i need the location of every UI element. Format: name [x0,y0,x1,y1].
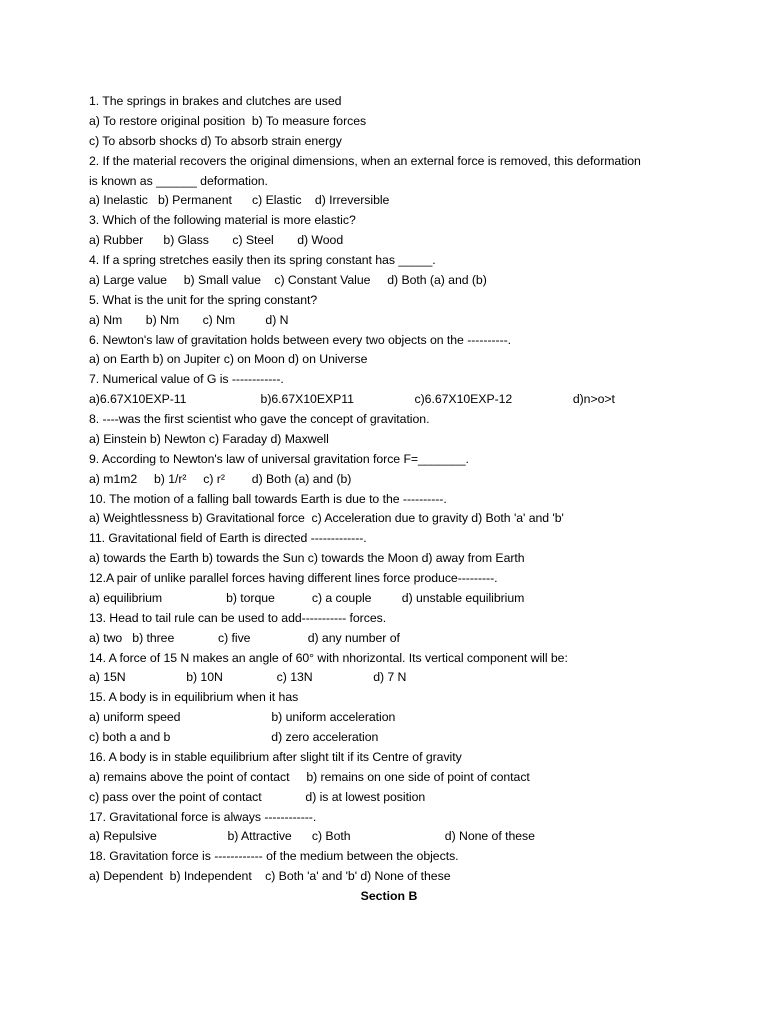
question-text: 1. The springs in brakes and clutches are used [89,94,342,108]
answer-options: a) Nm b) Nm c) Nm d) N [89,312,289,327]
answer-options: a) Repulsive b) Attractive c) Both d) None of these [89,829,535,844]
question-text: 16. A body is in stable equilibrium after slight tilt if its Centre of gravity [89,749,462,764]
answer-options: c) To absorb shocks d) To absorb strain energy [89,133,342,148]
question-text: 13. Head to tail rule can be used to add----------- forces. [89,610,387,625]
question-text: 6. Newton's law of gravitation holds between every two objects on the ----------. [89,332,512,347]
answer-options: a) To restore original position b) To measure forces [89,113,367,128]
answer-options: a) equilibrium b) torque c) a couple d) unstable equilibrium [89,590,525,605]
answer-options: a)6.67X10EXP-11 b)6.67X10EXP11 c)6.67X10EXP-12 d)n>o>t [89,392,615,407]
question-text: 10. The motion of a falling ball towards Earth is due to the ----------. [89,491,447,506]
question-sheet [89,92,689,907]
question-text: 3. Which of the following material is more elastic? [89,213,356,228]
question-text: 18. Gravitation force is ------------ of the medium between the objects. [89,849,459,864]
question-text: 8. ----was the first scientist who gave the concept of gravitation. [89,412,430,426]
answer-options: a) on Earth b) on Jupiter c) on Moon d) on Universe [89,352,368,367]
question-text: 17. Gravitational force is always ------------. [89,809,317,824]
question-list [89,92,689,887]
question-text: 15. A body is in equilibrium when it has [89,690,299,705]
question-text: 2. If the material recovers the original dimensions, when an external force is removed, this deformation [89,153,641,168]
answer-options: c) pass over the point of contact d) is at lowest position [89,789,426,804]
question-text: 11. Gravitational field of Earth is directed -------------. [89,531,367,546]
question-text: 7. Numerical value of G is ------------. [89,372,284,387]
answer-options: a) Weightlessness b) Gravitational force c) Acceleration due to gravity d) Both 'a' and 'b' [89,511,564,526]
question-text: 14. A force of 15 N makes an angle of 60° with nhorizontal. Its vertical component will be: [89,650,568,665]
answer-options: a) Dependent b) Independent c) Both 'a' and 'b' d) None of these [89,869,451,884]
answer-options: a) Inelastic b) Permanent c) Elastic d) Irreversible [89,193,390,208]
section-b-heading: Section B [360,889,418,903]
answer-options: a) towards the Earth b) towards the Sun c) towards the Moon d) away from Earth [89,551,525,566]
answer-options: a) Rubber b) Glass c) Steel d) Wood [89,233,344,248]
answer-options: a) Einstein b) Newton c) Faraday d) Maxwell [89,431,329,446]
answer-options: a) 15N b) 10N c) 13N d) 7 N [89,670,407,685]
question-text: 4. If a spring stretches easily then its spring constant has _____. [89,253,436,267]
question-text: 5. What is the unit for the spring constant? [89,292,318,307]
question-text: 9. According to Newton's law of universal gravitation force F=_______. [89,451,469,466]
answer-options: a) m1m2 b) 1/r² c) r² d) Both (a) and (b) [89,471,352,486]
answer-options: a) two b) three c) five d) any number of [89,630,400,645]
answer-options: a) Large value b) Small value c) Constant Value d) Both (a) and (b) [89,272,487,287]
answer-options: c) both a and b d) zero acceleration [89,730,379,744]
question-text: 12.A pair of unlike parallel forces having different lines force produce---------. [89,571,498,585]
answer-options: is known as ______ deformation. [89,173,268,188]
answer-options: a) uniform speed b) uniform acceleration [89,710,396,725]
answer-options: a) remains above the point of contact b) remains on one side of point of contact [89,769,530,784]
